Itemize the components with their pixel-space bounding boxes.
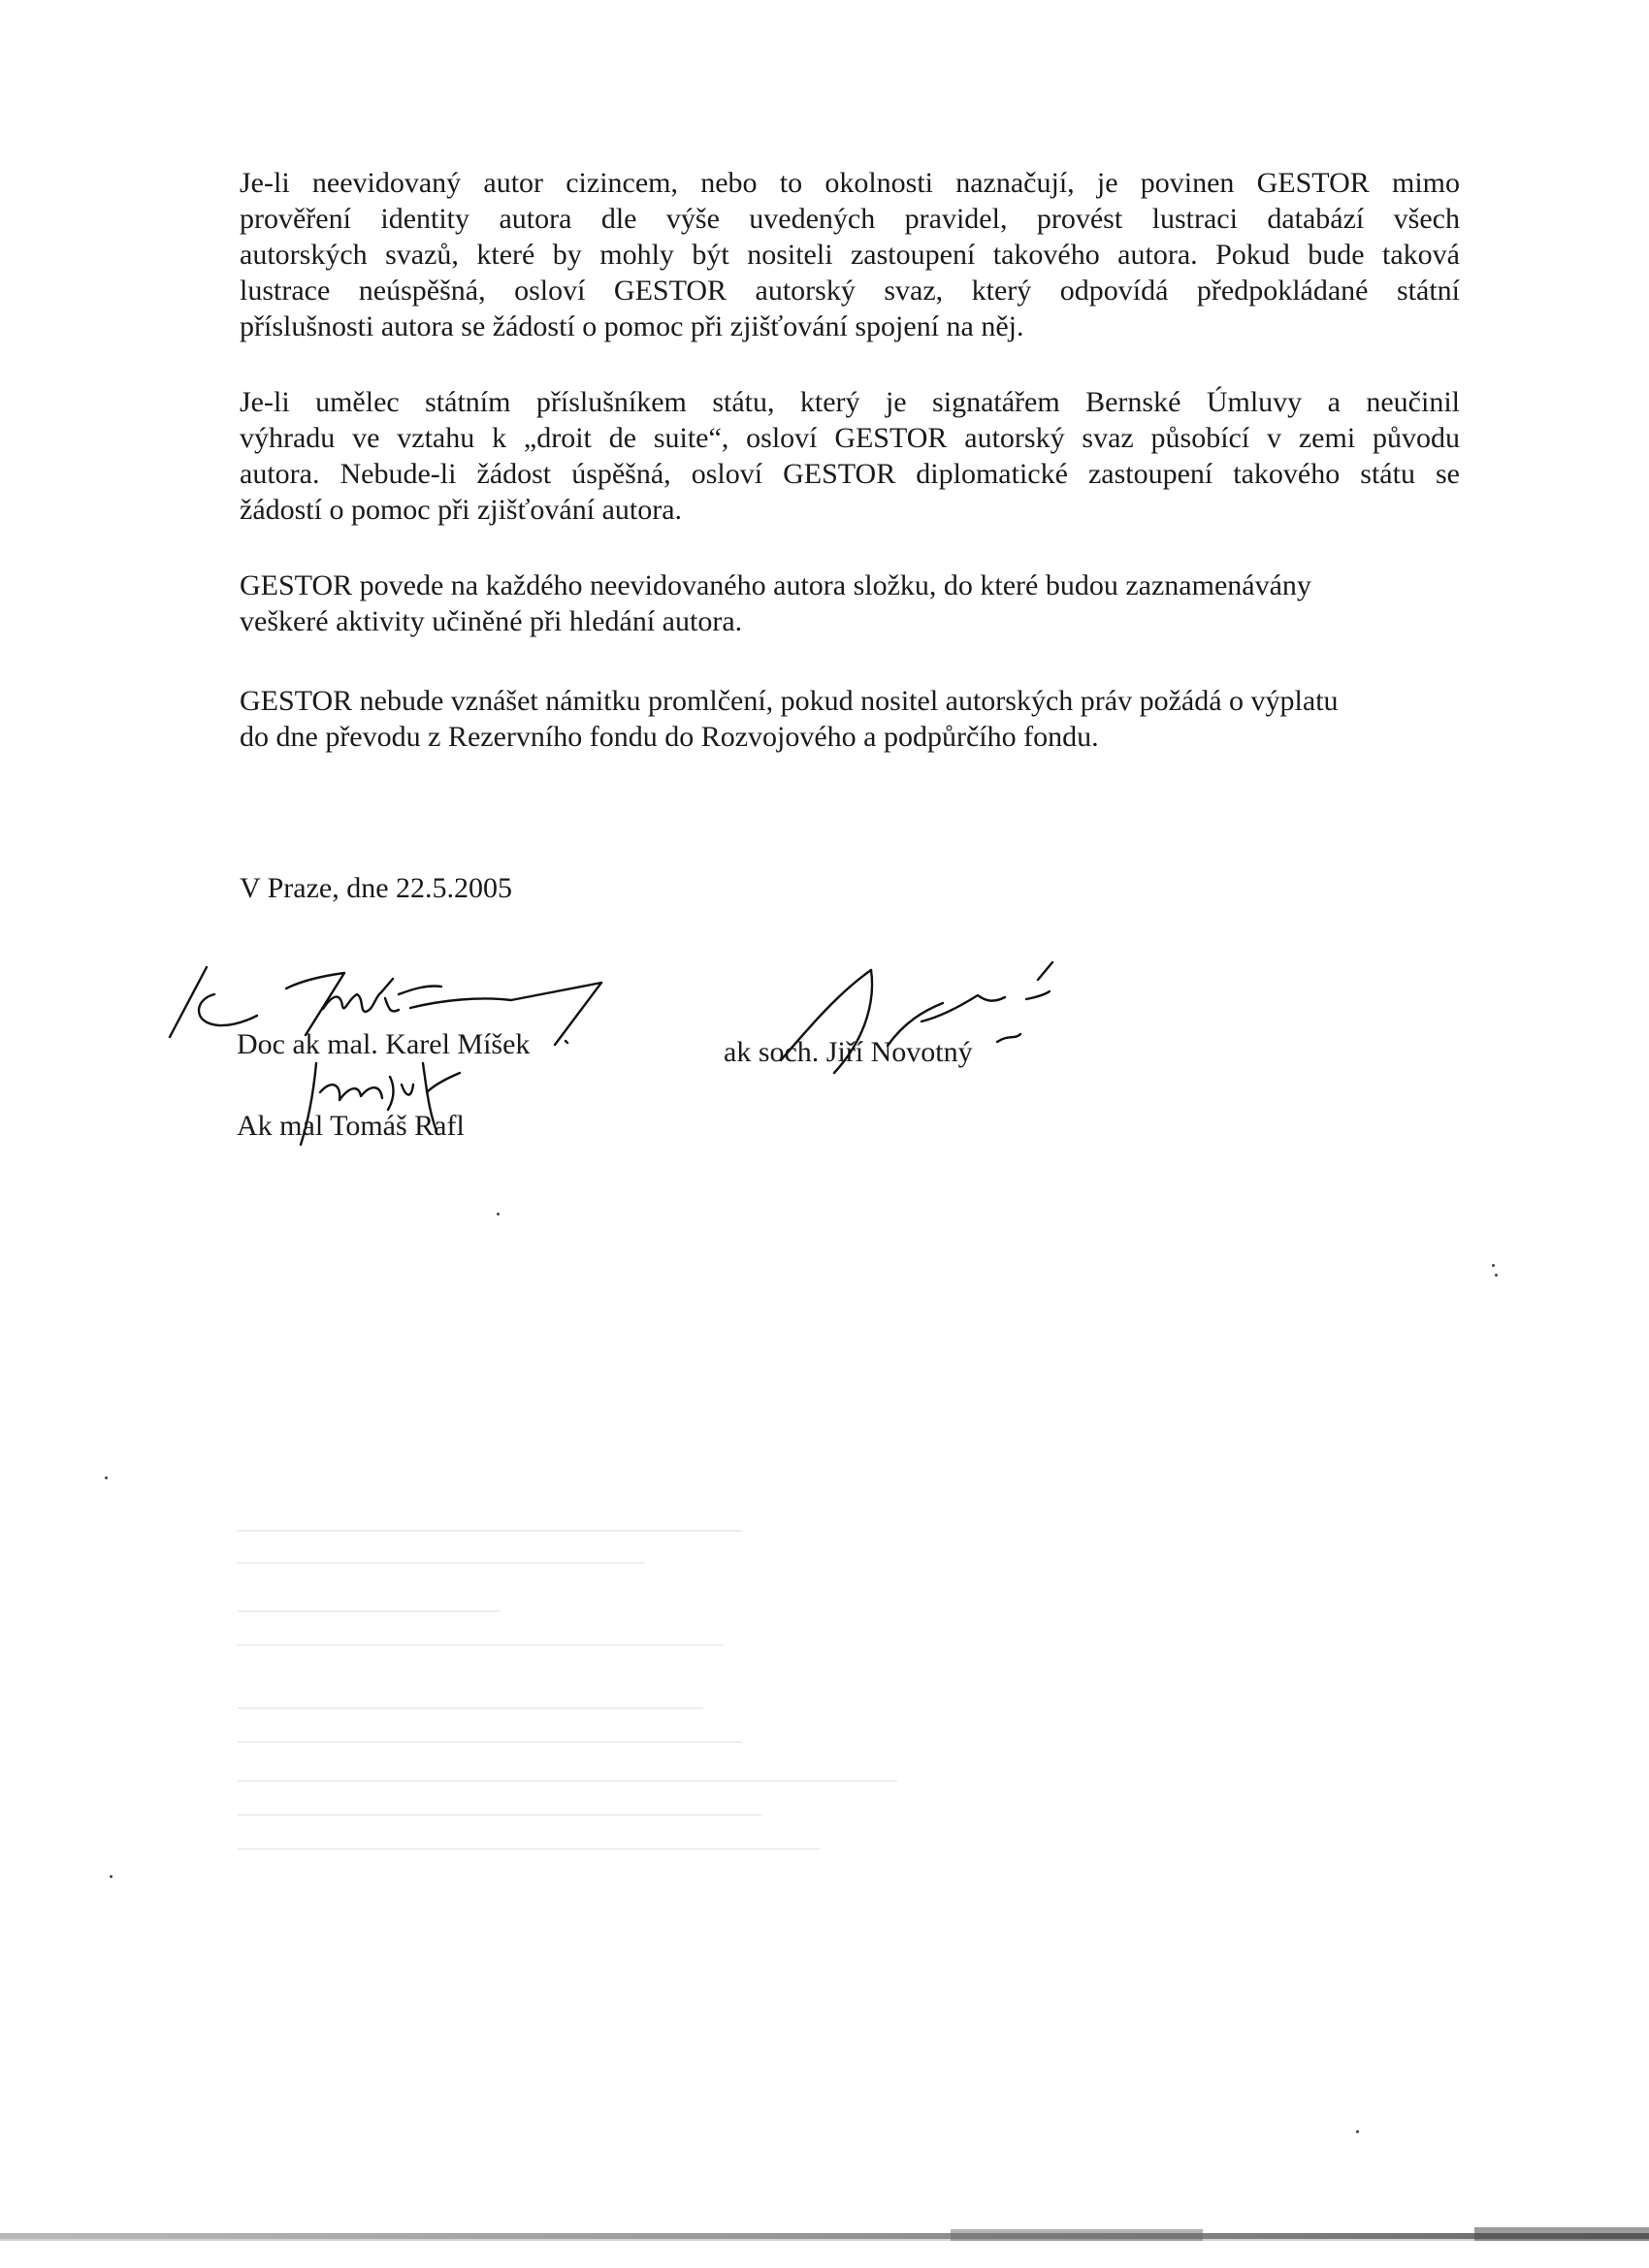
text-line: příslušnosti autora se žádostí o pomoc při zjišťování spojení na něj. [240, 310, 1024, 342]
place-date: V Praze, dne 22.5.2005 [240, 872, 513, 904]
text-line: prověření identity autora dle výše uvedených pravidel, provést lustraci databází všech [240, 203, 1460, 235]
bleed-through-line [238, 1530, 742, 1532]
scan-speck [110, 1875, 113, 1878]
text-line: Je-li neevidovaný autor cizincem, nebo to okolnosti naznačují, je povinen GESTOR mimo [240, 167, 1460, 199]
text-line: autorských svazů, které by mohly být nositeli zastoupení takového autora. Pokud bude taková [240, 239, 1460, 271]
paragraph-berne-convention [240, 384, 1460, 528]
scan-speck [105, 1476, 108, 1479]
handwritten-signature [281, 1055, 504, 1152]
bleed-through-line [238, 1562, 645, 1564]
text-line: lustrace neúspěšná, osloví GESTOR autorský svaz, který odpovídá předpokládané státní [240, 275, 1460, 307]
scan-speck [497, 1213, 500, 1215]
text-line: veškeré aktivity učiněné při hledání autora. [240, 605, 743, 637]
signatory-name: Ak mal Tomáš Rafl [237, 1110, 465, 1142]
signatory-name: ak soch. Jiří Novotný [724, 1036, 973, 1068]
handwritten-signature [776, 958, 1077, 1080]
bleed-through-line [238, 1741, 742, 1743]
bleed-through-line [238, 1644, 723, 1646]
bleed-through-line [238, 1780, 897, 1782]
bleed-through-line [238, 1848, 820, 1850]
text-line: autora. Nebude-li žádost úspěšná, osloví GESTOR diplomatické zastoupení takového státu se [240, 458, 1460, 490]
text-line: výhradu ve vztahu k „droit de suite“, osloví GESTOR autorský svaz působící v zemi původu [240, 422, 1460, 454]
paragraph-foreign-author [240, 165, 1460, 344]
text-line: Je-li umělec státním příslušníkem státu, který je signatářem Bernské Úmluvy a neučinil [240, 386, 1460, 418]
scan-speck [1492, 1264, 1495, 1267]
paragraph-author-folder [240, 567, 1460, 639]
bleed-through-line [238, 1814, 761, 1816]
paragraph-limitation [240, 683, 1460, 755]
handwritten-signature [160, 956, 664, 1067]
text-line: žádostí o pomoc při zjišťování autora. [240, 494, 683, 526]
bleed-through-line [238, 1707, 703, 1709]
text-line: GESTOR nebude vznášet námitku promlčení, pokud nositel autorských práv požádá o výplatu [240, 685, 1339, 717]
bleed-through-line [238, 1610, 500, 1612]
text-line: GESTOR povede na každého neevidovaného autora složku, do které budou zaznamenávány [240, 569, 1311, 601]
text-line: do dne převodu z Rezervního fondu do Rozvojového a podpůrčího fondu. [240, 721, 1099, 753]
signatory-name: Doc ak mal. Karel Míšek [237, 1028, 531, 1060]
scan-edge-strip [0, 2212, 1649, 2251]
scan-speck [1356, 2130, 1359, 2133]
scan-speck [1495, 1274, 1498, 1277]
